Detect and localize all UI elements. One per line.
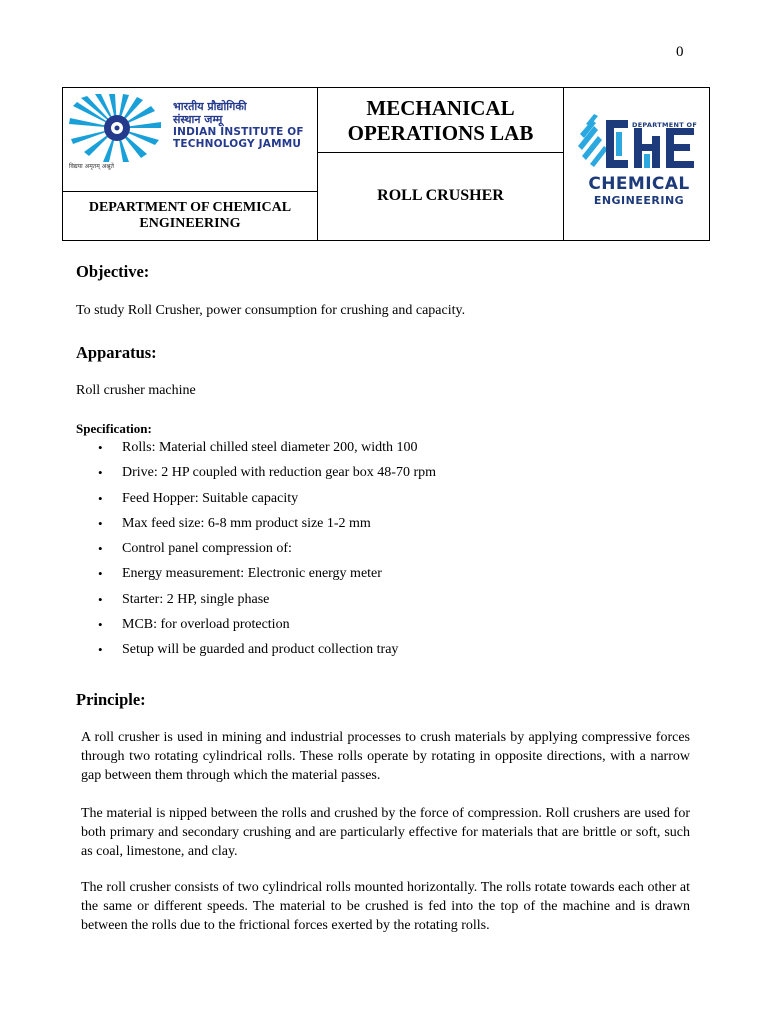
iit-english-name: INDIAN INSTITUTE OF TECHNOLOGY JAMMU	[173, 126, 304, 150]
apparatus-heading: Apparatus:	[76, 343, 157, 362]
che-department-logo-icon	[578, 106, 700, 172]
list-item: • Control panel compression of:	[98, 541, 292, 557]
list-item: • Max feed size: 6-8 mm product size 1-2 mm	[98, 515, 371, 531]
list-item: • Rolls: Material chilled steel diameter 200, width 100	[98, 440, 418, 455]
list-item: • Energy measurement: Electronic energy meter	[98, 566, 382, 582]
bullet-icon: •	[98, 440, 103, 455]
bullet-icon: •	[98, 541, 103, 557]
principle-heading: Principle:	[76, 690, 146, 709]
principle-paragraph-1: A roll crusher is used in mining and industrial processes to crush materials by applying compressive forces through two rotating cylindrical rolls. These rolls operate by rotating in opposite directions, with a narrow gap between them through which the material passes.	[81, 730, 690, 783]
bullet-icon: •	[98, 617, 103, 633]
principle-paragraph-3: The roll crusher consists of two cylindrical rolls mounted horizontally. The rolls rotate towards each other at the same or different speeds. The material to be crushed is fed into the top of the machine and is drawn between the rolls due to the frictional forces exerted by the rotating rolls.	[81, 880, 690, 933]
bullet-icon: •	[98, 591, 103, 607]
apparatus-text: Roll crusher machine	[76, 383, 196, 398]
principle-paragraph-2: The material is nipped between the rolls and crushed by the force of compression. Roll crushers are used for both primary and secondary crushing and are particularly effective for materials that are brittle or soft, such as coal, limestone, and clay.	[81, 806, 690, 859]
list-item: • Drive: 2 HP coupled with reduction gear box 48-70 rpm	[98, 465, 437, 481]
objective-text: To study Roll Crusher, power consumption for crushing and capacity.	[76, 303, 466, 318]
specification-list	[98, 440, 436, 668]
bullet-icon: •	[98, 490, 103, 506]
bullet-icon: •	[98, 515, 103, 531]
experiment-title: ROLL CRUSHER	[318, 153, 564, 240]
iit-jammu-emblem-icon	[67, 94, 167, 162]
che-logo-engineering: ENGINEERING	[593, 194, 685, 207]
lab-title: MECHANICAL OPERATIONS LAB	[318, 88, 564, 153]
list-item: • Setup will be guarded and product collection tray	[98, 642, 399, 658]
page-number: 0	[676, 44, 684, 60]
iit-motto: विद्यया अमृतम् अश्नुते	[69, 163, 114, 170]
objective-heading: Objective:	[76, 262, 150, 281]
iit-logo-cell	[63, 88, 318, 192]
header-table	[62, 87, 710, 241]
specification-heading: Specification:	[76, 421, 152, 436]
list-item: • Starter: 2 HP, single phase	[98, 591, 270, 607]
bullet-icon: •	[98, 465, 103, 481]
iit-hindi-name: भारतीय प्रौद्योगिकी संस्थान जम्मू	[173, 100, 247, 126]
list-item: • MCB: for overload protection	[98, 617, 290, 633]
department-name: DEPARTMENT OF CHEMICAL ENGINEERING	[63, 192, 318, 240]
list-item: • Feed Hopper: Suitable capacity	[98, 490, 299, 506]
che-logo-chemical: CHEMICAL	[588, 174, 690, 194]
bullet-icon: •	[98, 642, 103, 658]
che-logo-cell	[564, 88, 709, 240]
che-logo-top-text: DEPARTMENT OF	[632, 121, 698, 129]
bullet-icon: •	[98, 566, 103, 582]
